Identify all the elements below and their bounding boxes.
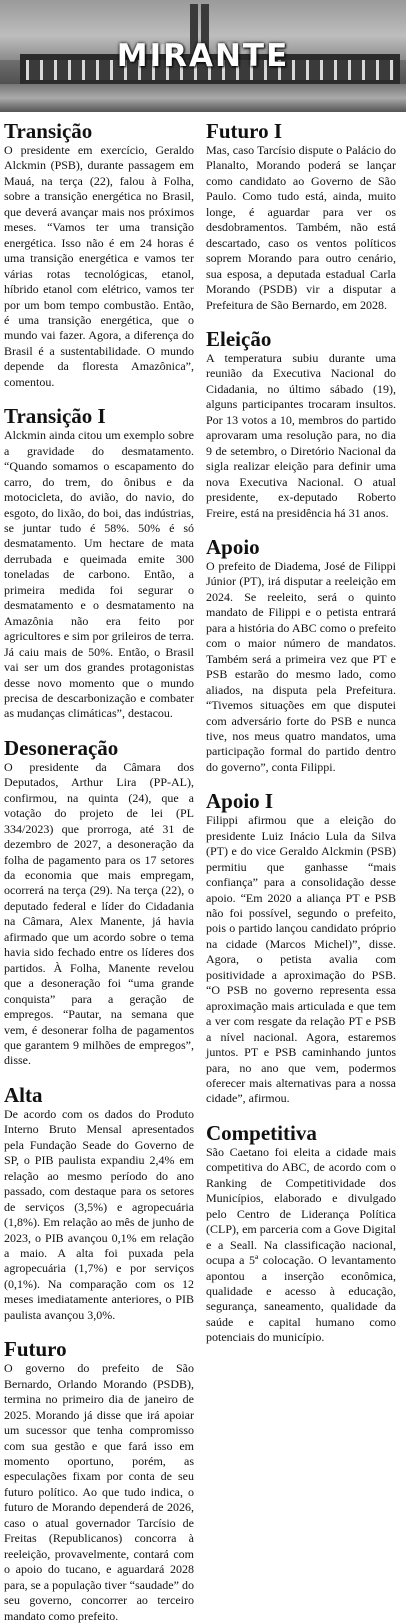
article-headline: Competitiva bbox=[206, 1120, 317, 1145]
article-body: O presidente em exercício, Geraldo Alckmin (PSB), durante passagem em Mauá, na terça (22), falou à Folha, sobre a transição energética no Brasil, que deverá avançar mais nos próximos meses. “Vamos ter uma transição energética. Isso não é em 24 horas é uma transição energética e vamos ter várias rotas tecnológicas, etanol, híbrido etanol com elétrico, vamos ter por um bom tempo combustão. Então, é uma transição energética, que o mundo vai fazer. Agora, a diferença do Brasil é a sustentabilidade. O mundo depende da floresta Amazônica”, comentou. bbox=[4, 143, 194, 389]
article-body: O governo do prefeito de São Bernardo, Orlando Morando (PSDB), termina no primeiro dia de janeiro de 2025. Morando já disse que irá apoiar um sucessor que tenha compromisso com sua gestão e que fará isso em momento oportuno, porém, as especulações fixam por conta de seu futuro político. Ao que tudo indica, o futuro de Morando dependerá de 2026, caso o atual governador Tarcísio de Freitas (Republicanos) concorra à reeleição, provavelmente, contará com o apoio do tucano, e aguardará 2028 para, se a população tiver “saudade” do seu governo, concorrer ao terceiro mandato como prefeito. bbox=[4, 1361, 194, 1623]
article-body: Alckmin ainda citou um exemplo sobre a gravidade do desmatamento. “Quando somamos o escapamento do carro, do trem, do ônibus e da motocicleta, do avião, do navio, do esgoto, do lixão, do boi, das indústrias, se juntar tudo é 58%. 50% é só desmatamento. Um hectare de mata derrubada e queimada emite 300 toneladas de carbono. Então, a primeira medida foi segurar o desmatamento e o desmatamento na Amazônia não era feito por agricultores e sim por grileiros de terra. Já caiu mais de 50%. Então, o Brasil vai ser um dos grandes protagonistas desse novo momento que o mundo precisa de descarbonização e combater as mudanças climáticas”, destacou. bbox=[4, 428, 194, 721]
article-headline: Desoneração bbox=[4, 735, 119, 760]
article-headline: Apoio I bbox=[206, 789, 274, 814]
section-title: MIRANTE bbox=[116, 38, 290, 74]
article-headline: Eleição bbox=[206, 326, 272, 351]
article-headline: Transição bbox=[4, 119, 93, 143]
banner-plaza bbox=[0, 84, 406, 112]
article-headline: Futuro I bbox=[206, 119, 283, 143]
article-body: Filippi afirmou que a eleição do presidente Luiz Inácio Lula da Silva (PT) e do vice Geraldo Alckmin (PSB) permitiu que ganhasse “mais confiança” para a consolidação desse apoio. “Em 2020 a aliança PT e PSB não foi possível, segundo o prefeito, pois o partido lançou candidato próprio na cidade (Marcos Michel)”, disse. Agora, o petista avalia com positividade a aproximação do PSB. “O PSB no governo representa essa aproximação mais articulada e que tem a ver com resgate da relação PT e PSB a nível nacional. Agora, estaremos juntos. PT e PSB caminhando juntos para, no ano que vem, podermos oferecer mais alternativas para a nossa cidade”, afirmou. bbox=[206, 813, 396, 1106]
header-banner bbox=[0, 0, 406, 112]
left-column bbox=[4, 120, 194, 1624]
article-body: O presidente da Câmara dos Deputados, Arthur Lira (PP-AL), confirmou, na quinta (24), que a votação do projeto de lei (PL 334/2023) que prorroga, até 31 de dezembro de 2027, a desoneração da folha de pagamento para os 17 setores da economia que mais empregam, ocorrerá na terça (29). Na terça (22), o deputado federal e líder do Cidadania na Câmara, Alex Manente, já havia afirmado que um acordo sobre o tema havia sido fechado entre os líderes dos partidos. À Folha, Manente revelou que a desoneração foi “uma grande conquista” para a geração de empregos. “Pautar, na semana que vem, é desonerar folha de pagamentos que garantem 9 milhões de empregos”, disse. bbox=[4, 759, 194, 1068]
article-headline: Alta bbox=[4, 1082, 43, 1107]
article-headline: Transição I bbox=[4, 404, 106, 429]
article-headline: Apoio bbox=[206, 534, 260, 559]
article-body: Mas, caso Tarcísio dispute o Palácio do Planalto, Morando poderá se lançar como candidato ao Governo de São Paulo. Como tudo está, ainda, muito longe, é aguardar para ver os desdobramentos. Também, não está descartado, caso os ventos políticos soprem Morando para outro cenário, sua esposa, a deputada estadual Carla Morando (PSDB) vir a disputar a Prefeitura de São Bernardo, em 2028. bbox=[206, 143, 396, 312]
right-column bbox=[206, 120, 396, 1346]
article-body: A temperatura subiu durante uma reunião da Executiva Nacional do Cidadania, no último sábado (19), alguns participantes trocaram insultos. Por 13 votos a 10, membros do partido aprovaram uma resolução para, no dia 9 de setembro, o Diretório Nacional da sigla realizar eleição para definir uma nova Executiva Nacional. O atual presidente, ex-deputado Roberto Freire, está na presidência há 31 anos. bbox=[206, 350, 396, 520]
article-body: São Caetano foi eleita a cidade mais competitiva do ABC, de acordo com o Ranking de Competitividade dos Municípios, elaborado e divulgado pelo Centro de Liderança Política (CLP), em parceria com a Gove Digital e a Seall. Na classificação nacional, ocupa a 5ª colocação. O levantamento apontou a inserção econômica, qualidade e acesso à educação, segurança, saneamento, qualidade da saúde e capital humano como potenciais do município. bbox=[206, 1144, 396, 1345]
article-headline: Futuro bbox=[4, 1337, 67, 1362]
article-body: O prefeito de Diadema, José de Filippi Júnior (PT), irá disputar a reeleição em 2024. Se reeleito, será o quinto mandato de Filippi e o petista entrará para a história do ABC como o prefeito com o maior número de mandatos. Também será a primeira vez que PT e PSB estarão do mesmo lado, como aliados, na disputa pela Prefeitura. “Tivemos situações em que disputei com adversário forte do PSB e nunca tive, nos meus quatro mandatos, uma participação formal do partido dentro do governo”, conta Filippi. bbox=[206, 558, 396, 774]
article-body: De acordo com os dados do Produto Interno Bruto Mensal apresentados pela Fundação Seade do Governo de SP, o PIB paulista expandiu 2,4% em relação ao mesmo período do ano passado, com destaque para os setores de serviços (3,5%) e agropecuária (1,8%). Em relação ao mês de junho de 2023, o PIB avançou 0,1% em relação a maio. A alta foi puxada pela agropecuária (1,7%) e por serviços (0,1%). Na comparação com os 12 meses imediatamente anteriores, o PIB paulista avançou 3,0%. bbox=[4, 1106, 194, 1322]
